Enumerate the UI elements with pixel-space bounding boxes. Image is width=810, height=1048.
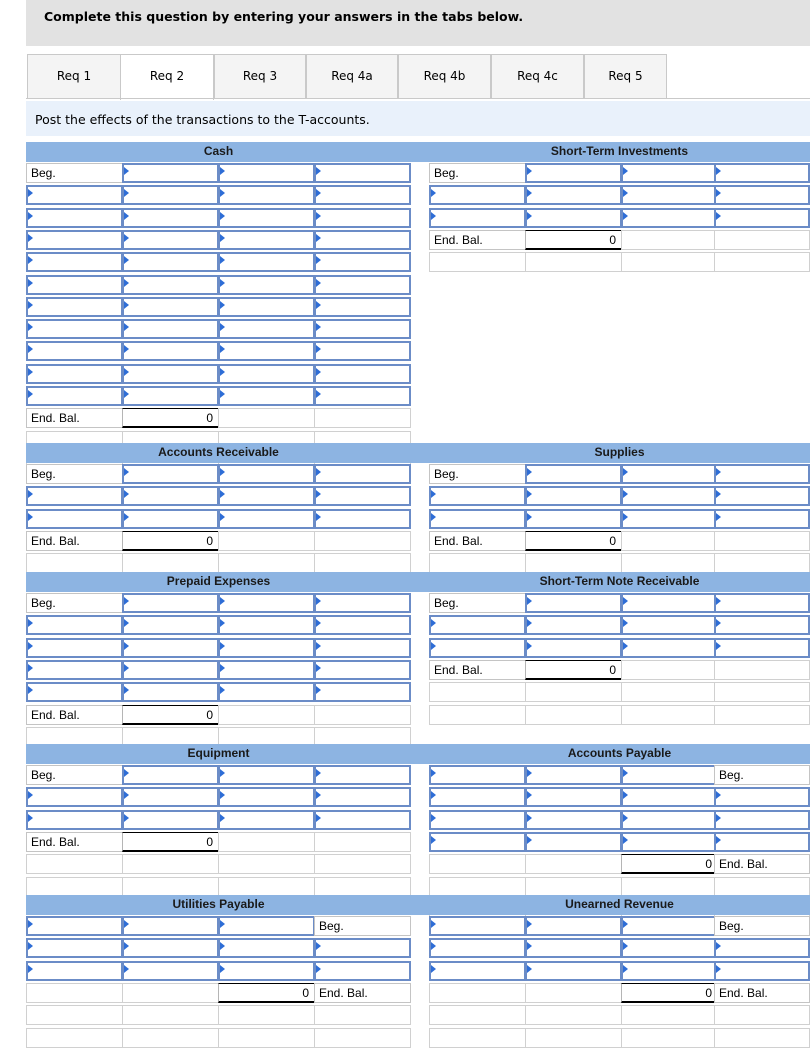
short-term-note-receivable-title: Short-Term Note Receivable [429,572,810,592]
utilities-payable-beg-label: Beg. [314,916,411,936]
cash-input[interactable] [26,319,123,339]
cash-input[interactable] [314,230,411,250]
short-term-investments-blank-cell [429,252,526,272]
tab-req2[interactable]: Req 2 [120,54,214,100]
prepaid-expenses-input[interactable] [218,660,315,680]
utilities-payable-end-label: End. Bal. [314,983,411,1003]
supplies-input[interactable] [714,509,810,529]
utilities-payable-input[interactable] [218,938,315,958]
cash-input[interactable] [314,364,411,384]
prepaid-expenses-input[interactable] [26,615,123,635]
short-term-note-receivable-input[interactable] [429,615,526,635]
cash-input[interactable] [218,208,315,228]
cash-input[interactable] [122,230,219,250]
prepaid-expenses-input[interactable] [122,660,219,680]
supplies-input[interactable] [525,464,622,484]
unearned-revenue-input[interactable] [525,961,622,981]
prepaid-expenses-title: Prepaid Expenses [26,572,411,592]
equipment-blank-cell [218,854,315,874]
instructions-banner [26,0,810,46]
column-separator [409,572,429,592]
short-term-note-receivable-input[interactable] [525,638,622,658]
accounts-payable-input[interactable] [429,810,526,830]
short-term-investments-blank-cell [621,252,718,272]
unearned-revenue-blank-cell [429,983,526,1003]
unearned-revenue-blank-cell [714,1005,810,1025]
accounts-receivable-input[interactable] [314,509,411,529]
prepaid-expenses-input[interactable] [218,615,315,635]
short-term-investments-blank-cell [525,252,622,272]
accounts-payable-input[interactable] [714,787,810,807]
short-term-note-receivable-input[interactable] [429,638,526,658]
cash-input[interactable] [218,163,315,183]
accounts-payable-input[interactable] [714,810,810,830]
short-term-note-receivable-blank-cell [621,660,718,680]
accounts-receivable-input[interactable] [26,486,123,506]
accounts-receivable-blank-cell [314,553,411,573]
short-term-investments-beg-label: Beg. [429,163,526,183]
supplies-title: Supplies [429,443,810,463]
accounts-receivable-end-label: End. Bal. [26,531,123,551]
unearned-revenue-input[interactable] [714,961,810,981]
banner-title: Complete this question by entering your answers in the tabs below. [44,9,524,24]
prepaid-expenses-input[interactable] [122,682,219,702]
accounts-receivable-input[interactable] [122,509,219,529]
short-term-note-receivable-blank-cell [429,682,526,702]
short-term-investments-input[interactable] [429,208,526,228]
cash-input[interactable] [122,341,219,361]
cash-input[interactable] [218,252,315,272]
accounts-receivable-title: Accounts Receivable [26,443,411,463]
accounts-receivable-input[interactable] [314,486,411,506]
accounts-payable-input[interactable] [714,832,810,852]
supplies-input[interactable] [621,464,718,484]
short-term-investments-input[interactable] [525,208,622,228]
utilities-payable-blank-cell [122,1028,219,1048]
cash-input[interactable] [26,275,123,295]
prepaid-expenses-blank-cell [314,705,411,725]
accounts-payable-blank-cell [525,877,622,897]
cash-input[interactable] [122,319,219,339]
short-term-note-receivable-blank-cell [525,705,622,725]
equipment-input[interactable] [26,787,123,807]
prepaid-expenses-input[interactable] [122,593,219,613]
unearned-revenue-blank-cell [621,1028,718,1048]
unearned-revenue-end-label: End. Bal. [714,983,810,1003]
utilities-payable-blank-cell [218,1028,315,1048]
equipment-input[interactable] [314,765,411,785]
equipment-blank-cell [314,877,411,897]
short-term-investments-input[interactable] [525,163,622,183]
accounts-receivable-input[interactable] [26,509,123,529]
tab-req4b[interactable]: Req 4b [398,54,491,99]
short-term-note-receivable-blank-cell [714,705,810,725]
cash-input[interactable] [26,252,123,272]
unearned-revenue-input[interactable] [525,938,622,958]
utilities-payable-blank-cell [218,1005,315,1025]
cash-input[interactable] [314,275,411,295]
unearned-revenue-blank-cell [525,1028,622,1048]
cash-input[interactable] [218,319,315,339]
utilities-payable-input[interactable] [26,961,123,981]
cash-input[interactable] [122,386,219,406]
unearned-revenue-input[interactable] [714,938,810,958]
prepaid-expenses-end-balance: 0 [122,705,219,725]
short-term-investments-input[interactable] [621,208,718,228]
cash-input[interactable] [122,252,219,272]
cash-input[interactable] [314,208,411,228]
short-term-investments-input[interactable] [429,185,526,205]
unearned-revenue-blank-cell [525,1005,622,1025]
tab-req5[interactable]: Req 5 [584,54,667,99]
prepaid-expenses-input[interactable] [314,660,411,680]
accounts-payable-input[interactable] [621,787,718,807]
accounts-payable-input[interactable] [429,832,526,852]
accounts-payable-input[interactable] [525,832,622,852]
short-term-note-receivable-end-label: End. Bal. [429,660,526,680]
short-term-investments-blank-cell [714,252,810,272]
accounts-receivable-input[interactable] [314,464,411,484]
utilities-payable-input[interactable] [314,938,411,958]
column-separator [409,443,429,463]
accounts-receivable-input[interactable] [218,509,315,529]
supplies-blank-cell [714,531,810,551]
utilities-payable-title: Utilities Payable [26,895,411,915]
short-term-investments-input[interactable] [714,163,810,183]
utilities-payable-blank-cell [26,1005,123,1025]
utilities-payable-input[interactable] [314,961,411,981]
accounts-receivable-blank-cell [314,531,411,551]
accounts-payable-input[interactable] [525,787,622,807]
utilities-payable-input[interactable] [122,938,219,958]
equipment-blank-cell [314,854,411,874]
short-term-note-receivable-input[interactable] [714,615,810,635]
cash-blank-cell [314,408,411,428]
prepaid-expenses-input[interactable] [218,638,315,658]
supplies-input[interactable] [621,509,718,529]
prepaid-expenses-input[interactable] [218,682,315,702]
unearned-revenue-blank-cell [621,1005,718,1025]
short-term-investments-end-label: End. Bal. [429,230,526,250]
short-term-investments-input[interactable] [621,163,718,183]
accounts-payable-input[interactable] [621,832,718,852]
equipment-blank-cell [122,854,219,874]
utilities-payable-input[interactable] [218,916,315,936]
utilities-payable-input[interactable] [26,938,123,958]
cash-input[interactable] [218,386,315,406]
cash-input[interactable] [218,185,315,205]
column-separator [409,744,429,764]
equipment-input[interactable] [122,810,219,830]
accounts-receivable-beg-label: Beg. [26,464,123,484]
cash-input[interactable] [26,341,123,361]
instruction-text: Post the effects of the transactions to the T-accounts. [35,112,370,127]
utilities-payable-input[interactable] [26,916,123,936]
equipment-blank-cell [26,854,123,874]
utilities-payable-blank-cell [314,1005,411,1025]
short-term-note-receivable-blank-cell [714,682,810,702]
short-term-note-receivable-blank-cell [621,682,718,702]
accounts-payable-input[interactable] [621,765,718,785]
prepaid-expenses-end-label: End. Bal. [26,705,123,725]
cash-input[interactable] [122,208,219,228]
accounts-payable-input[interactable] [429,765,526,785]
accounts-payable-blank-cell [714,877,810,897]
equipment-blank-cell [314,832,411,852]
short-term-investments-title: Short-Term Investments [429,142,810,162]
equipment-input[interactable] [218,787,315,807]
cash-input[interactable] [122,275,219,295]
unearned-revenue-title: Unearned Revenue [429,895,810,915]
cash-input[interactable] [26,185,123,205]
cash-title: Cash [26,142,411,162]
cash-input[interactable] [218,364,315,384]
equipment-input[interactable] [314,810,411,830]
unearned-revenue-input[interactable] [429,938,526,958]
equipment-title: Equipment [26,744,411,764]
equipment-blank-cell [218,877,315,897]
unearned-revenue-beg-label: Beg. [714,916,810,936]
accounts-payable-input[interactable] [621,810,718,830]
accounts-receivable-end-balance: 0 [122,531,219,551]
utilities-payable-blank-cell [26,983,123,1003]
prepaid-expenses-input[interactable] [122,638,219,658]
accounts-payable-input[interactable] [429,787,526,807]
utilities-payable-blank-cell [122,983,219,1003]
supplies-input[interactable] [429,509,526,529]
short-term-note-receivable-blank-cell [621,705,718,725]
equipment-input[interactable] [122,765,219,785]
accounts-payable-input[interactable] [525,765,622,785]
short-term-investments-input[interactable] [525,185,622,205]
short-term-note-receivable-input[interactable] [621,615,718,635]
unearned-revenue-blank-cell [429,1005,526,1025]
accounts-receivable-input[interactable] [218,464,315,484]
equipment-input[interactable] [314,787,411,807]
unearned-revenue-blank-cell [429,1028,526,1048]
cash-input[interactable] [314,185,411,205]
supplies-input[interactable] [525,509,622,529]
short-term-investments-end-balance: 0 [525,230,622,250]
accounts-payable-input[interactable] [525,810,622,830]
cash-input[interactable] [122,163,219,183]
short-term-note-receivable-blank-cell [429,705,526,725]
cash-input[interactable] [218,297,315,317]
equipment-input[interactable] [218,765,315,785]
supplies-end-balance: 0 [525,531,622,551]
supplies-beg-label: Beg. [429,464,526,484]
accounts-payable-end-label: End. Bal. [714,854,810,874]
prepaid-expenses-blank-cell [218,705,315,725]
prepaid-expenses-input[interactable] [26,660,123,680]
tab-divider [26,98,810,99]
accounts-receivable-input[interactable] [122,464,219,484]
accounts-payable-blank-cell [621,877,718,897]
cash-input[interactable] [218,230,315,250]
unearned-revenue-end-balance: 0 [621,983,718,1003]
equipment-input[interactable] [122,787,219,807]
tab-req3[interactable]: Req 3 [214,54,306,99]
cash-input[interactable] [314,297,411,317]
unearned-revenue-input[interactable] [525,916,622,936]
prepaid-expenses-input[interactable] [122,615,219,635]
supplies-blank-cell [621,531,718,551]
accounts-payable-blank-cell [429,877,526,897]
accounts-payable-blank-cell [429,854,526,874]
supplies-blank-cell [621,553,718,573]
cash-input[interactable] [26,208,123,228]
tab-req4c[interactable]: Req 4c [491,54,584,99]
supplies-input[interactable] [621,486,718,506]
equipment-blank-cell [218,832,315,852]
accounts-payable-blank-cell [525,854,622,874]
utilities-payable-blank-cell [314,1028,411,1048]
cash-input[interactable] [314,341,411,361]
equipment-input[interactable] [218,810,315,830]
short-term-note-receivable-input[interactable] [525,615,622,635]
instruction-bar [26,101,810,136]
cash-input[interactable] [122,297,219,317]
short-term-note-receivable-input[interactable] [525,593,622,613]
cash-input[interactable] [122,364,219,384]
short-term-note-receivable-beg-label: Beg. [429,593,526,613]
equipment-end-balance: 0 [122,832,219,852]
cash-input[interactable] [26,230,123,250]
prepaid-expenses-input[interactable] [314,593,411,613]
cash-end-balance: 0 [122,408,219,428]
unearned-revenue-input[interactable] [621,938,718,958]
cash-input[interactable] [314,163,411,183]
accounts-receivable-blank-cell [26,553,123,573]
short-term-note-receivable-blank-cell [525,682,622,702]
column-separator [409,895,429,915]
tab-req1[interactable]: Req 1 [27,54,121,99]
short-term-note-receivable-input[interactable] [621,638,718,658]
unearned-revenue-input[interactable] [621,961,718,981]
accounts-receivable-blank-cell [122,553,219,573]
short-term-investments-blank-cell [621,230,718,250]
utilities-payable-blank-cell [26,1028,123,1048]
unearned-revenue-input[interactable] [429,961,526,981]
cash-input[interactable] [218,341,315,361]
equipment-end-label: End. Bal. [26,832,123,852]
cash-input[interactable] [314,252,411,272]
unearned-revenue-input[interactable] [429,916,526,936]
prepaid-expenses-input[interactable] [26,638,123,658]
utilities-payable-end-balance: 0 [218,983,315,1003]
supplies-blank-cell [714,553,810,573]
cash-input[interactable] [26,364,123,384]
prepaid-expenses-beg-label: Beg. [26,593,123,613]
supplies-input[interactable] [714,464,810,484]
cash-input[interactable] [314,386,411,406]
short-term-investments-input[interactable] [621,185,718,205]
equipment-beg-label: Beg. [26,765,123,785]
short-term-note-receivable-input[interactable] [714,593,810,613]
equipment-blank-cell [26,877,123,897]
unearned-revenue-blank-cell [525,983,622,1003]
cash-blank-cell [218,408,315,428]
supplies-blank-cell [525,553,622,573]
accounts-receivable-blank-cell [218,553,315,573]
prepaid-expenses-input[interactable] [218,593,315,613]
short-term-note-receivable-input[interactable] [621,593,718,613]
cash-end-label: End. Bal. [26,408,123,428]
tab-req4a[interactable]: Req 4a [306,54,398,99]
accounts-payable-beg-label: Beg. [714,765,810,785]
supplies-blank-cell [429,553,526,573]
cash-input[interactable] [314,319,411,339]
accounts-receivable-input[interactable] [122,486,219,506]
prepaid-expenses-input[interactable] [26,682,123,702]
accounts-receivable-blank-cell [218,531,315,551]
accounts-payable-title: Accounts Payable [429,744,810,764]
supplies-input[interactable] [525,486,622,506]
supplies-input[interactable] [714,486,810,506]
short-term-investments-blank-cell [714,230,810,250]
short-term-note-receivable-blank-cell [714,660,810,680]
equipment-blank-cell [122,877,219,897]
cash-beg-label: Beg. [26,163,123,183]
utilities-payable-input[interactable] [122,916,219,936]
utilities-payable-input[interactable] [218,961,315,981]
accounts-receivable-input[interactable] [218,486,315,506]
short-term-investments-input[interactable] [714,208,810,228]
unearned-revenue-blank-cell [714,1028,810,1048]
supplies-input[interactable] [429,486,526,506]
prepaid-expenses-input[interactable] [314,682,411,702]
cash-input[interactable] [122,185,219,205]
cash-input[interactable] [26,386,123,406]
short-term-note-receivable-input[interactable] [714,638,810,658]
equipment-input[interactable] [26,810,123,830]
short-term-note-receivable-end-balance: 0 [525,660,622,680]
column-separator [409,142,429,162]
short-term-investments-input[interactable] [714,185,810,205]
prepaid-expenses-input[interactable] [314,615,411,635]
prepaid-expenses-input[interactable] [314,638,411,658]
supplies-end-label: End. Bal. [429,531,526,551]
accounts-payable-end-balance: 0 [621,854,718,874]
cash-input[interactable] [218,275,315,295]
unearned-revenue-input[interactable] [621,916,718,936]
cash-input[interactable] [26,297,123,317]
utilities-payable-input[interactable] [122,961,219,981]
utilities-payable-blank-cell [122,1005,219,1025]
